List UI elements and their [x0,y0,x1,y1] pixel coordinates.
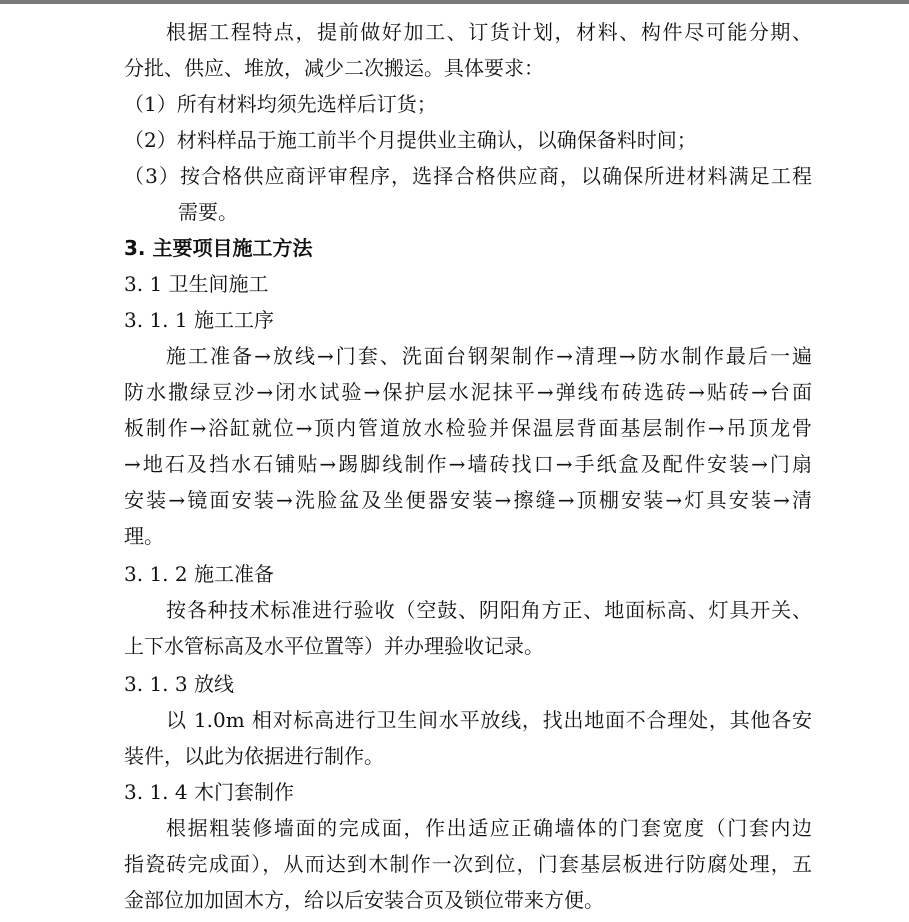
section-3-heading: 3. 主要项目施工方法 [124,236,313,260]
requirement-3-continued: 需要。 [178,200,238,224]
section-3-1-1-line-3: 板制作→浴缸就位→顶内管道放水检验并保温层背面基层制作→吊顶龙骨 [124,416,812,440]
section-3-1-1-line-2: 防水撒绿豆沙→闭水试验→保护层水泥抹平→弹线布砖选砖→贴砖→台面 [124,380,812,404]
requirement-1: （1）所有材料均须先选样后订货； [124,92,437,116]
section-3-1-2-heading: 3. 1. 2 施工准备 [124,562,274,586]
section-3-1-1-line-6: 理。 [124,524,164,548]
section-3-1-1-line-5: 安装→镜面安装→洗脸盆及坐便器安装→擦缝→顶棚安装→灯具安装→清 [124,488,812,512]
requirement-2: （2）材料样品于施工前半个月提供业主确认，以确保备料时间； [124,128,697,152]
section-3-1-4-line-3: 金部位加加固木方，给以后安装合页及锁位带来方便。 [124,888,604,912]
section-3-1-4-line-2: 指瓷砖完成面），从而达到木制作一次到位，门套基层板进行防腐处理，五 [124,852,812,876]
section-3-1-3-heading: 3. 1. 3 放线 [124,672,234,696]
requirement-3: （3）按合格供应商评审程序，选择合格供应商，以确保所进材料满足工程 [124,164,812,188]
section-3-1-4-heading: 3. 1. 4 木门套制作 [124,780,294,804]
section-3-1-heading: 3. 1 卫生间施工 [124,272,269,296]
document-page [0,4,909,922]
section-3-1-2-line-2: 上下水管标高及水平位置等）并办理验收记录。 [124,634,544,658]
section-3-1-1-line-1: 施工准备→放线→门套、洗面台钢架制作→清理→防水制作最后一遍 [166,344,812,368]
intro-line-1: 根据工程特点，提前做好加工、订货计划，材料、构件尽可能分期、 [166,20,812,44]
section-3-1-2-line-1: 按各种技术标准进行验收（空鼓、阴阳角方正、地面标高、灯具开关、 [166,598,812,622]
section-3-1-1-line-4: →地石及挡水石铺贴→踢脚线制作→墙砖找口→手纸盒及配件安装→门扇 [124,452,812,476]
section-3-1-1-heading: 3. 1. 1 施工工序 [124,308,274,332]
intro-line-2: 分批、供应、堆放，减少二次搬运。具体要求： [124,56,544,80]
section-3-1-3-line-1: 以 1.0m 相对标高进行卫生间水平放线，找出地面不合理处，其他各安 [166,708,812,732]
section-3-1-4-line-1: 根据粗装修墙面的完成面，作出适应正确墙体的门套宽度（门套内边 [166,816,812,840]
section-3-1-3-line-2: 装件，以此为依据进行制作。 [124,744,384,768]
